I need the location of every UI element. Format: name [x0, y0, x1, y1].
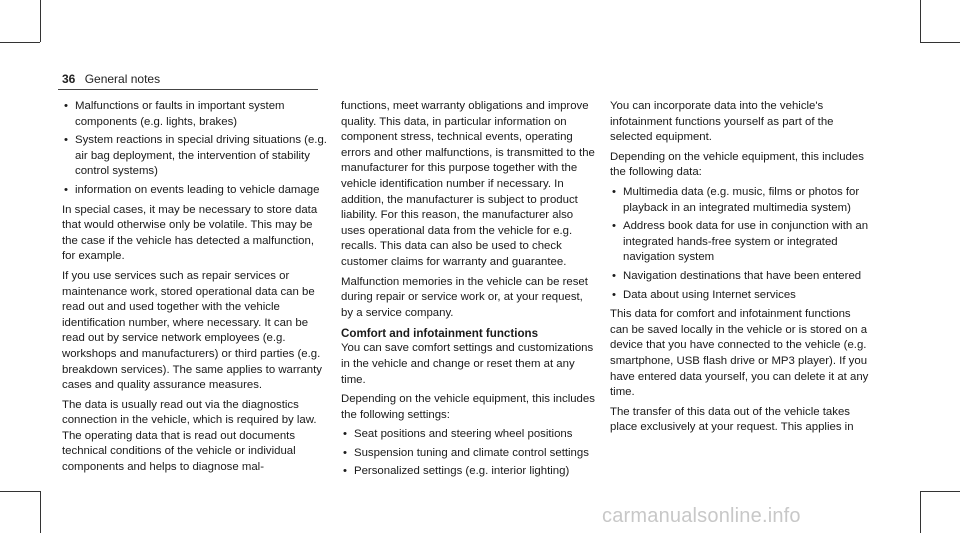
crop-mark: [920, 0, 921, 42]
paragraph: You can save comfort settings and customizations in the vehicle and change or reset them at any time.: [341, 342, 594, 386]
paragraph: Malfunction memories in the vehicle can be reset during repair or service work or, at your request, by a service company.: [341, 275, 588, 319]
watermark: carmanualsonline.info: [602, 505, 801, 527]
paragraph: functions, meet warranty obligations and improve quality. This data, in particular information on component stress, technical events, operating errors and other malfunctions, is transmitted to the manufacturer for this purpose together with the vehicle identification number if necessary. In addition, the manufacturer is subject to product liability. For this reason, the manufacturer also uses operational data from the vehicle for e.g. recalls. This data can also be used to check customer claims for warranty and guarantee.: [341, 100, 595, 268]
crop-mark: [0, 491, 40, 492]
list-item: • Multimedia data (e.g. music, films or photos for playback in an integrated multimedia system): [610, 185, 872, 216]
crop-mark: [40, 0, 41, 42]
crop-mark: [920, 42, 960, 43]
column-left: [62, 99, 330, 480]
bullet-list: [341, 427, 596, 480]
paragraph: The transfer of this data out of the vehicle takes place exclusively at your request. This applies in: [610, 405, 854, 434]
header-divider: [58, 89, 318, 90]
list-item: • Navigation destinations that have been entered: [610, 269, 872, 285]
bullet-list: [610, 185, 872, 303]
list-item: • System reactions in special driving situations (e.g. air bag deployment, the intervention of stability control systems): [62, 133, 330, 180]
crop-mark: [40, 491, 41, 533]
bullet-list: [62, 99, 330, 199]
page-header: [62, 72, 160, 86]
list-item: • Address book data for use in conjunction with an integrated hands-free system or integrated navigation system: [610, 219, 872, 266]
column-middle: [341, 99, 596, 484]
paragraph: You can incorporate data into the vehicle's infotainment functions yourself as part of the selected equipment.: [610, 100, 834, 144]
section-heading: Comfort and infotainment functions: [341, 327, 539, 341]
paragraph: The data is usually read out via the diagnostics connection in the vehicle, which is required by law. The operating data that is read out documents technical conditions of the vehicle or individual components and helps to diagnose mal-: [62, 398, 317, 474]
section-title: General notes: [84, 72, 161, 86]
paragraph: Depending on the vehicle equipment, this includes the following data:: [610, 150, 864, 179]
list-item: • Suspension tuning and climate control settings: [341, 446, 596, 462]
list-item: • Data about using Internet services: [610, 288, 872, 304]
list-item: • Malfunctions or faults in important system components (e.g. lights, brakes): [62, 99, 330, 130]
crop-mark: [920, 491, 960, 492]
list-item: • information on events leading to vehicle damage: [62, 183, 330, 199]
crop-mark: [920, 491, 921, 533]
paragraph: This data for comfort and infotainment functions can be saved locally in the vehicle or is stored on a device that you have connected to the vehicle (e.g. smartphone, USB flash drive or MP3 player). If you have entered data yourself, you can delete it at any time.: [610, 308, 869, 399]
column-right: [610, 99, 872, 440]
list-item: • Seat positions and steering wheel positions: [341, 427, 596, 443]
page-number: 36: [62, 72, 76, 86]
paragraph: If you use services such as repair services or maintenance work, stored operational data can be read out and used together with the vehicle identification number, where necessary. It can be read out by service network employees (e.g. workshops and manufacturers) or third parties (e.g. breakdown services). The same applies to warranty cases and quality assurance measures.: [62, 269, 322, 392]
crop-mark: [0, 42, 40, 43]
paragraph: In special cases, it may be necessary to store data that would otherwise only be volatile. This may be the case if the vehicle has detected a malfunction, for example.: [62, 203, 318, 263]
paragraph: Depending on the vehicle equipment, this includes the following settings:: [341, 393, 595, 421]
list-item: • Personalized settings (e.g. interior lighting): [341, 464, 596, 480]
